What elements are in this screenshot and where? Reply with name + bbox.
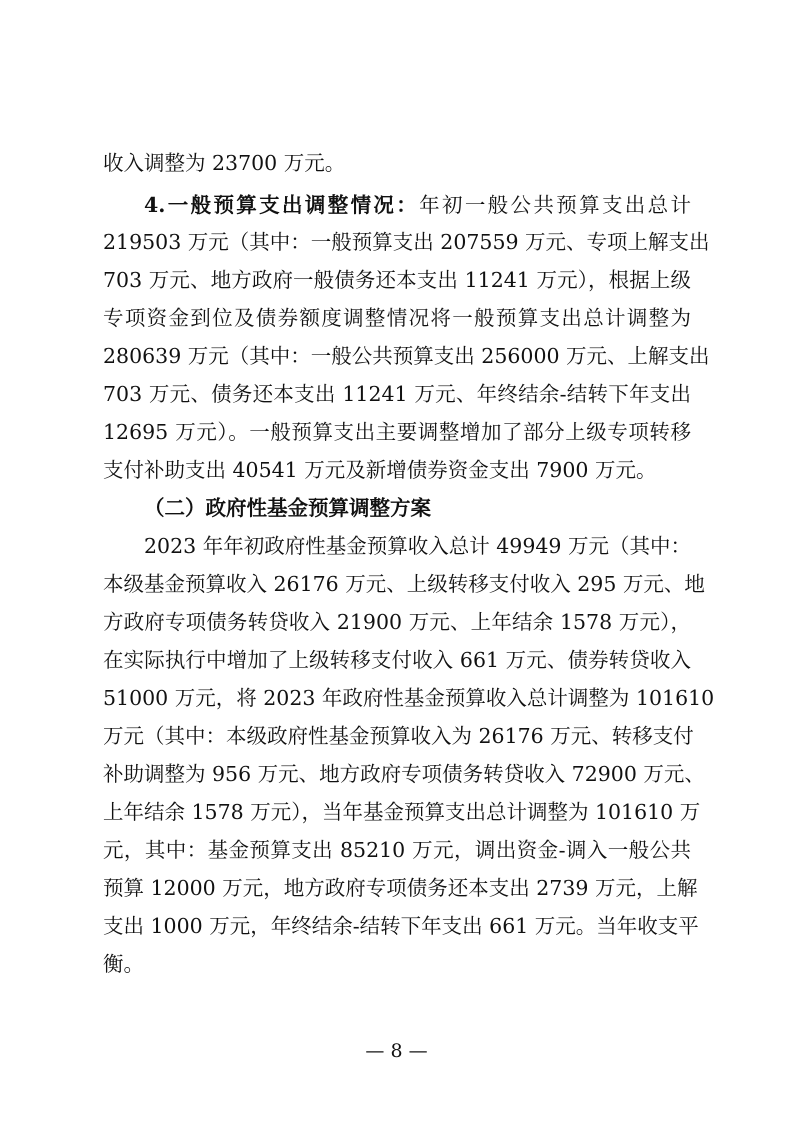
paragraph-line: 补助调整为 956 万元、地方政府专项债务转贷收入 72900 万元、 <box>103 762 705 786</box>
paragraph-line-text: 年初一般公共预算支出总计 <box>419 193 691 217</box>
paragraph-line: 本级基金预算收入 26176 万元、上级转移支付收入 295 万元、地 <box>103 572 705 596</box>
paragraph-line: 12695 万元）。一般预算支出主要调整增加了部分上级专项转移 <box>103 420 691 444</box>
paragraph-line: 在实际执行中增加了上级转移支付收入 661 万元、债券转贷收入 <box>103 648 691 672</box>
paragraph-line: 收入调整为 23700 万元。 <box>103 151 346 175</box>
page-number: — 8 — <box>365 1040 428 1062</box>
item-4-label: 4.一般预算支出调整情况： <box>144 193 420 217</box>
item-4-first-line <box>144 185 691 225</box>
paragraph-line: 预算 12000 万元，地方政府专项债务还本支出 2739 万元，上解 <box>103 876 698 900</box>
paragraph-line: 方政府专项债务转贷收入 21900 万元、上年结余 1578 万元）， <box>103 610 691 634</box>
paragraph-line: 2023 年年初政府性基金预算收入总计 49949 万元（其中： <box>144 534 691 558</box>
paragraph-line: 元，其中：基金预算支出 85210 万元，调出资金-调入一般公共 <box>103 838 691 862</box>
paragraph-line: 703 万元、债务还本支出 11241 万元、年终结余-结转下年支出 <box>103 382 691 406</box>
paragraph-line: 219503 万元（其中：一般预算支出 207559 万元、专项上解支出 <box>103 230 710 254</box>
paragraph-line: 703 万元、地方政府一般债务还本支出 11241 万元），根据上级 <box>103 268 691 292</box>
paragraph-line: 上年结余 1578 万元），当年基金预算支出总计调整为 101610 万 <box>103 800 701 824</box>
paragraph-line: 万元（其中：本级政府性基金预算收入为 26176 万元、转移支付 <box>103 724 694 748</box>
paragraph-line: 衡。 <box>103 952 144 976</box>
paragraph-line: 支付补助支出 40541 万元及新增债券资金支出 7900 万元。 <box>103 458 657 482</box>
paragraph-line: 51000 万元，将 2023 年政府性基金预算收入总计调整为 101610 <box>103 686 715 710</box>
paragraph-line: 支出 1000 万元，年终结余-结转下年支出 661 万元。当年收支平 <box>103 914 699 938</box>
section-heading: （二）政府性基金预算调整方案 <box>144 496 431 520</box>
paragraph-line: 专项资金到位及债券额度调整情况将一般预算支出总计调整为 <box>103 306 691 330</box>
paragraph-line: 280639 万元（其中：一般公共预算支出 256000 万元、上解支出 <box>103 344 710 368</box>
